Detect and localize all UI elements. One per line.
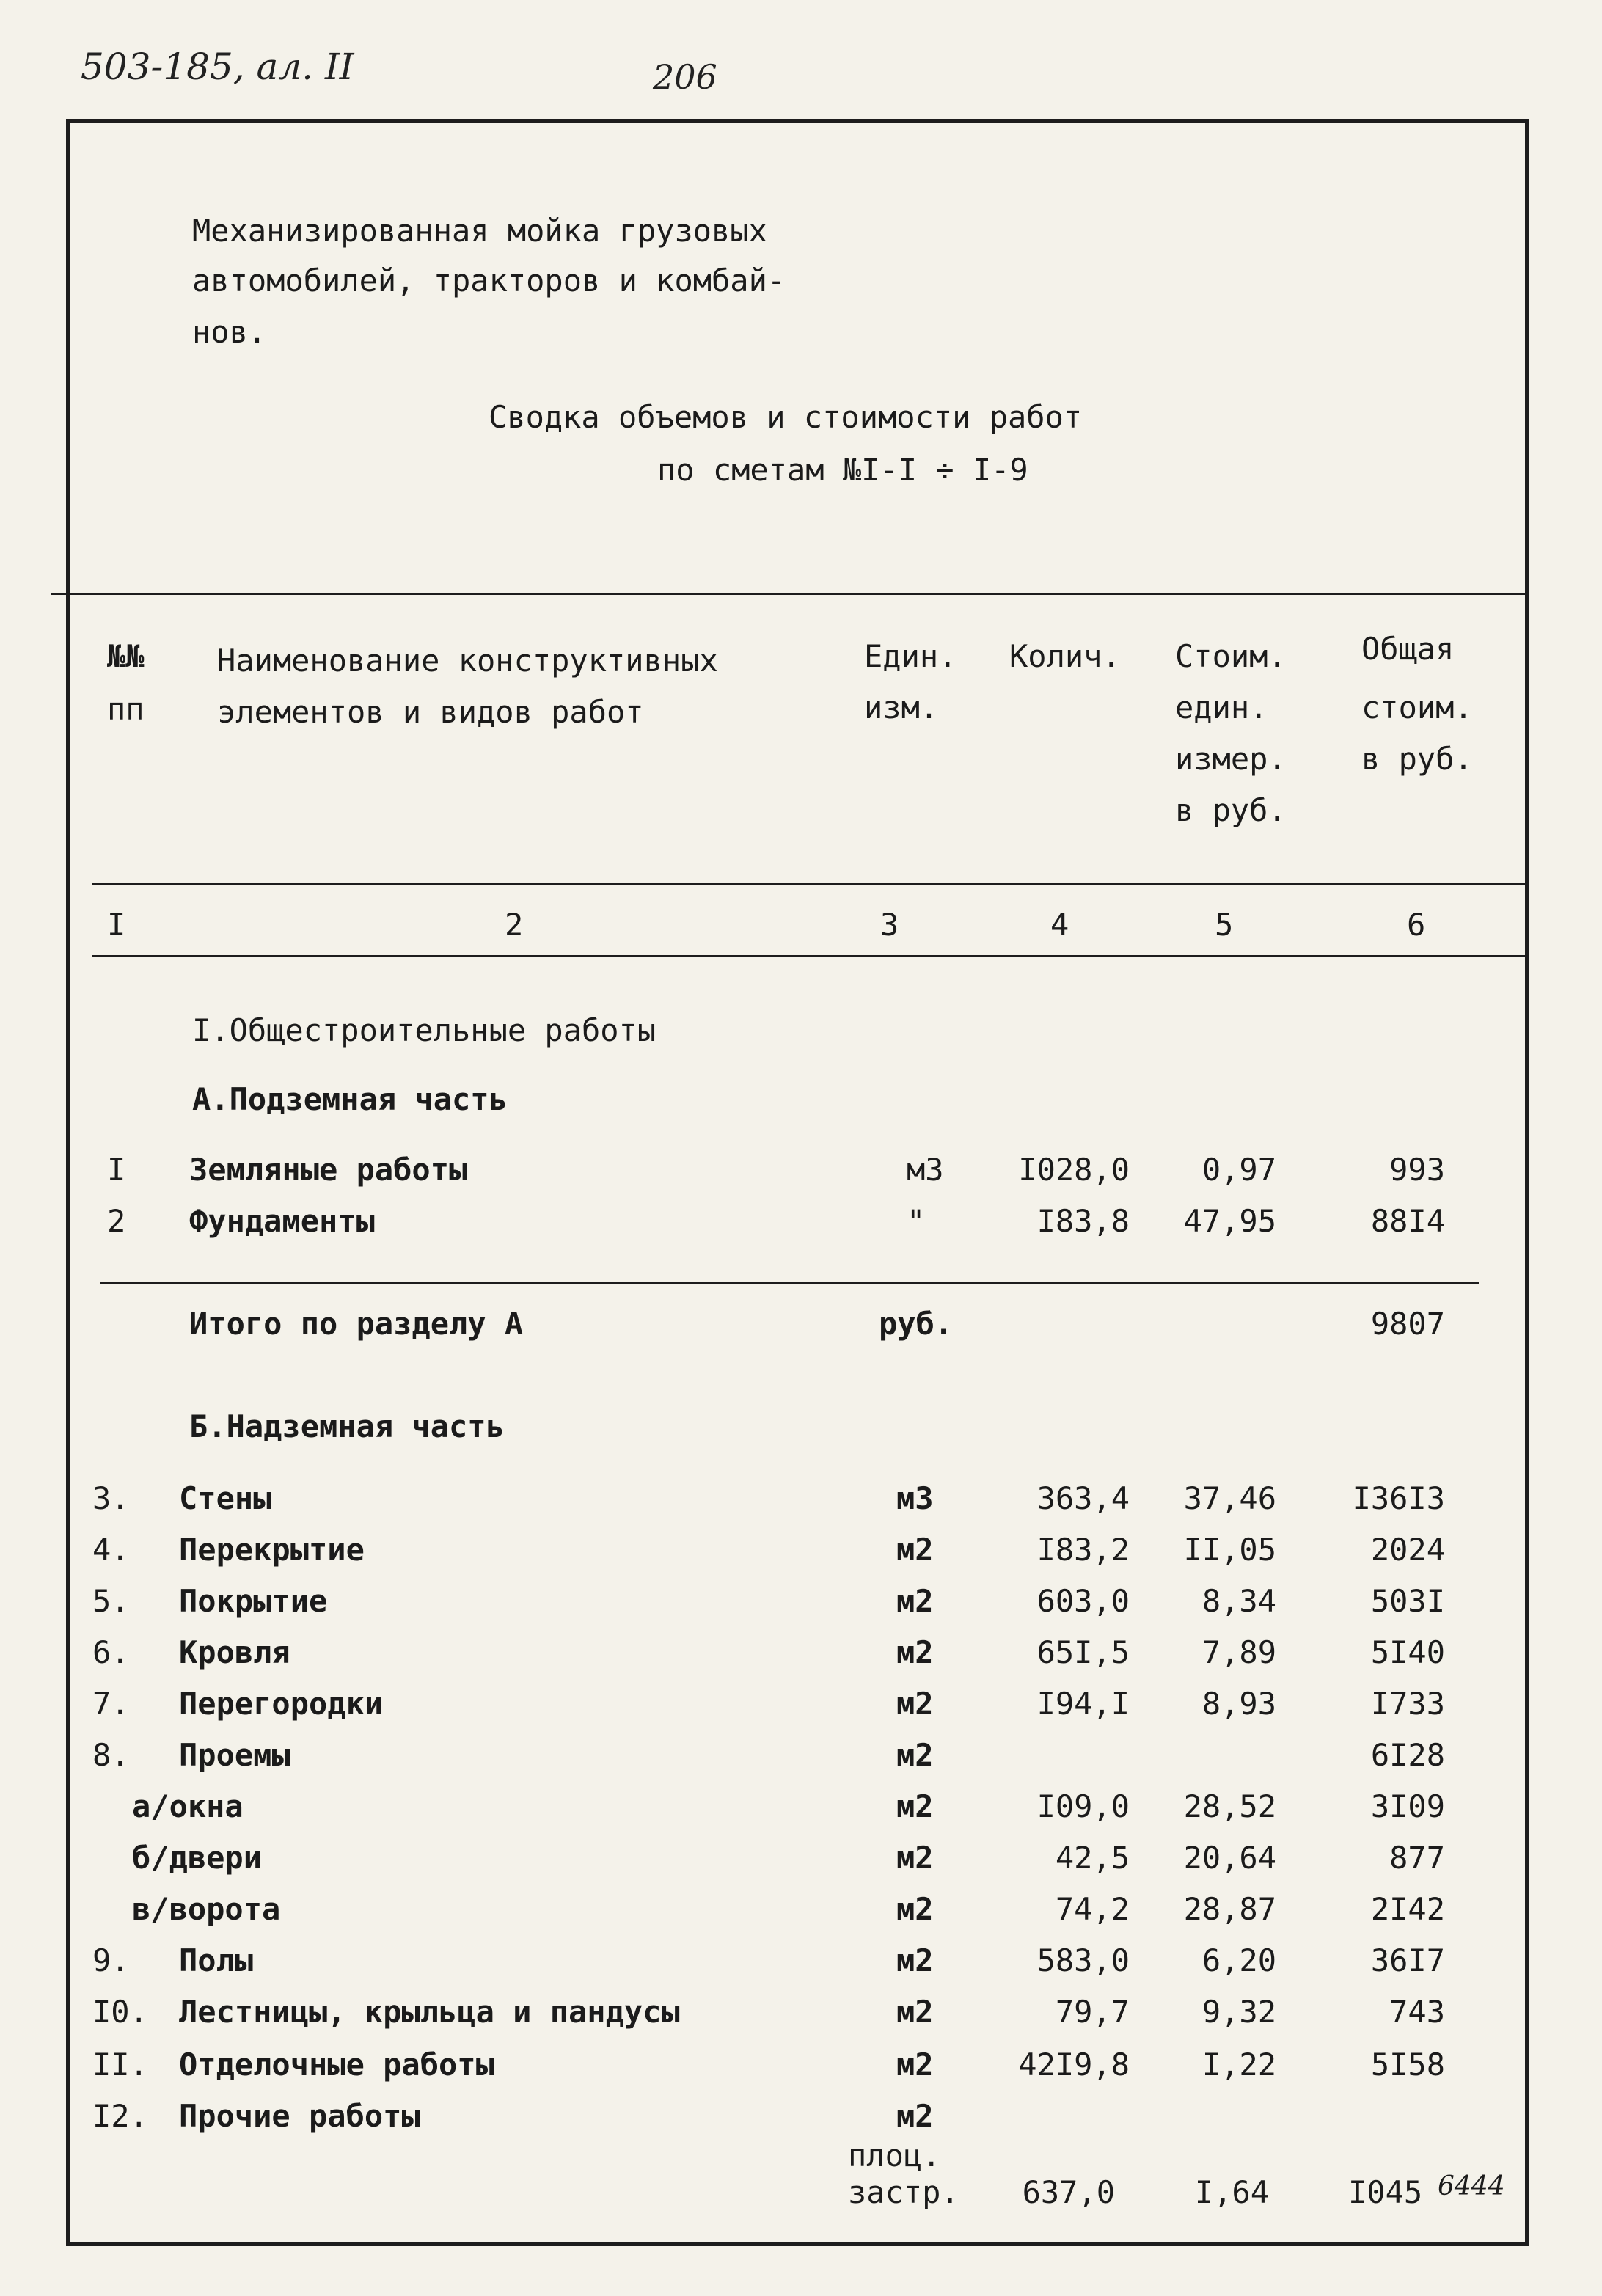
- row-price: 8,93: [1202, 1686, 1276, 1722]
- last-row-total: I045: [1348, 2174, 1423, 2210]
- row-total: 993: [1389, 1152, 1445, 1188]
- row-qty: I028,0: [1018, 1152, 1130, 1188]
- row-unit: м2: [896, 1686, 934, 1722]
- row-num: II.: [92, 2047, 148, 2083]
- row-qty: 79,7: [1055, 1994, 1130, 2030]
- last-row-qty: 637,0: [1022, 2174, 1115, 2210]
- handwritten-note: 6444: [1438, 2171, 1505, 2201]
- row-unit: м2: [896, 2098, 934, 2134]
- row-num: 2: [107, 1203, 126, 1239]
- row-unit: м2: [896, 1891, 934, 1927]
- row-name: Стены: [179, 1480, 272, 1516]
- row-price: 28,87: [1183, 1891, 1276, 1927]
- row-unit: м2: [896, 2047, 934, 2083]
- subsection-a-title: А.Подземная часть: [192, 1081, 508, 1117]
- row-unit: м2: [896, 1737, 934, 1773]
- subsection-b-title: Б.Надземная часть: [189, 1408, 505, 1444]
- subtotal-rule: [100, 1282, 1479, 1284]
- header-top-rule: [51, 593, 1529, 595]
- row-price: I,22: [1202, 2047, 1276, 2083]
- col-number-1: I: [107, 907, 126, 943]
- row-num: 8.: [92, 1737, 130, 1773]
- col-number-rule: [92, 955, 1529, 957]
- row-name: Проемы: [179, 1737, 290, 1773]
- section-title: I.Общестроительные работы: [192, 1012, 656, 1048]
- header-col2-line2: элементов и видов работ: [217, 694, 644, 730]
- row-total: 36I7: [1370, 1942, 1445, 1978]
- header-col6-line2: стоим.: [1361, 690, 1473, 725]
- header-col2-line1: Наименование конструктивных: [217, 643, 718, 679]
- row-qty: 583,0: [1036, 1942, 1130, 1978]
- row-num: 6.: [92, 1634, 130, 1670]
- row-name: Кровля: [179, 1634, 290, 1670]
- col-number-3: 3: [880, 907, 899, 943]
- row-num: I0.: [92, 1994, 148, 2030]
- row-name: Отделочные работы: [179, 2047, 494, 2083]
- row-name: а/окна: [132, 1788, 244, 1824]
- row-qty: I83,8: [1036, 1203, 1130, 1239]
- row-unit: м3: [907, 1152, 944, 1188]
- row-qty: I09,0: [1036, 1788, 1130, 1824]
- title-line-1: Механизированная мойка грузовых: [192, 213, 767, 249]
- header-col5-line2: един.: [1175, 690, 1268, 725]
- row-num: 7.: [92, 1686, 130, 1722]
- row-total: 877: [1389, 1840, 1445, 1876]
- row-qty: 603,0: [1036, 1583, 1130, 1619]
- row-price: 20,64: [1183, 1840, 1276, 1876]
- row-num: I: [107, 1152, 126, 1188]
- header-col1-line1: №№: [107, 638, 145, 674]
- row-price: 6,20: [1202, 1942, 1276, 1978]
- row-num: I2.: [92, 2098, 148, 2134]
- row-qty: I83,2: [1036, 1532, 1130, 1568]
- row-unit: м2: [896, 1788, 934, 1824]
- last-row-price: I,64: [1194, 2174, 1269, 2210]
- last-row-unit-line2: застр.: [848, 2174, 959, 2210]
- row-total: 3I09: [1370, 1788, 1445, 1824]
- header-col4-line1: Колич.: [1009, 638, 1121, 674]
- row-total: 743: [1389, 1994, 1445, 2030]
- row-price: II,05: [1183, 1532, 1276, 1568]
- row-unit: м2: [896, 1583, 934, 1619]
- document-reference: 503-185, ал. II: [81, 45, 354, 88]
- col-number-4: 4: [1050, 907, 1069, 943]
- row-price: 8,34: [1202, 1583, 1276, 1619]
- row-unit: м2: [896, 1532, 934, 1568]
- col-number-5: 5: [1215, 907, 1234, 943]
- row-total: 5I40: [1370, 1634, 1445, 1670]
- header-col5-line3: измер.: [1175, 741, 1287, 777]
- row-total: 88I4: [1370, 1203, 1445, 1239]
- row-price: 0,97: [1202, 1152, 1276, 1188]
- row-qty: 74,2: [1055, 1891, 1130, 1927]
- total-a-unit: руб.: [879, 1306, 954, 1342]
- row-total: I733: [1370, 1686, 1445, 1722]
- row-name: Лестницы, крыльца и пандусы: [179, 1994, 680, 2030]
- row-unit: ": [907, 1203, 926, 1239]
- row-unit: м2: [896, 1994, 934, 2030]
- row-qty: 42I9,8: [1018, 2047, 1130, 2083]
- row-name: Полы: [179, 1942, 254, 1978]
- row-num: 9.: [92, 1942, 130, 1978]
- row-unit: м3: [896, 1480, 934, 1516]
- row-num: 4.: [92, 1532, 130, 1568]
- row-unit: м2: [896, 1840, 934, 1876]
- row-name: Земляные работы: [189, 1152, 468, 1188]
- header-col6-line1: Общая: [1361, 631, 1455, 667]
- row-price: 47,95: [1183, 1203, 1276, 1239]
- row-name: Покрытие: [179, 1583, 328, 1619]
- header-col1-line2: пп: [107, 691, 145, 727]
- row-total: I36I3: [1352, 1480, 1445, 1516]
- subtitle-line-2: по сметам №I-I ÷ I-9: [657, 452, 1028, 488]
- header-col3-line2: изм.: [864, 690, 939, 725]
- row-qty: I94,I: [1036, 1686, 1130, 1722]
- row-total: 2024: [1370, 1532, 1445, 1568]
- row-name: Перекрытие: [179, 1532, 365, 1568]
- row-name: Прочие работы: [179, 2098, 420, 2134]
- row-name: в/ворота: [132, 1891, 281, 1927]
- row-total: 6I28: [1370, 1737, 1445, 1773]
- row-qty: 363,4: [1036, 1480, 1130, 1516]
- total-a-label: Итого по разделу А: [189, 1306, 524, 1342]
- row-total: 5I58: [1370, 2047, 1445, 2083]
- header-col6-line3: в руб.: [1361, 741, 1473, 777]
- row-name: Перегородки: [179, 1686, 384, 1722]
- row-name: Фундаменты: [189, 1203, 375, 1239]
- header-col5-line1: Стоим.: [1175, 638, 1287, 674]
- row-name: б/двери: [132, 1840, 263, 1876]
- col-number-6: 6: [1407, 907, 1426, 943]
- row-price: 9,32: [1202, 1994, 1276, 2030]
- title-line-3: нов.: [192, 314, 267, 350]
- header-col3-line1: Един.: [864, 638, 957, 674]
- row-total: 2I42: [1370, 1891, 1445, 1927]
- header-bottom-rule: [92, 883, 1529, 885]
- row-price: 7,89: [1202, 1634, 1276, 1670]
- row-price: 28,52: [1183, 1788, 1276, 1824]
- row-num: 5.: [92, 1583, 130, 1619]
- col-number-2: 2: [505, 907, 524, 943]
- row-unit: м2: [896, 1634, 934, 1670]
- title-line-2: автомобилей, тракторов и комбай-: [192, 263, 786, 299]
- total-a-value: 9807: [1370, 1306, 1445, 1342]
- row-price: 37,46: [1183, 1480, 1276, 1516]
- page-number: 206: [653, 57, 717, 97]
- row-unit: м2: [896, 1942, 934, 1978]
- row-total: 503I: [1370, 1583, 1445, 1619]
- row-qty: 42,5: [1055, 1840, 1130, 1876]
- subtitle-line-1: Сводка объемов и стоимости работ: [489, 399, 1083, 435]
- last-row-unit-line1: плоц.: [848, 2138, 941, 2173]
- header-col5-line4: в руб.: [1175, 792, 1287, 828]
- row-qty: 65I,5: [1036, 1634, 1130, 1670]
- row-num: 3.: [92, 1480, 130, 1516]
